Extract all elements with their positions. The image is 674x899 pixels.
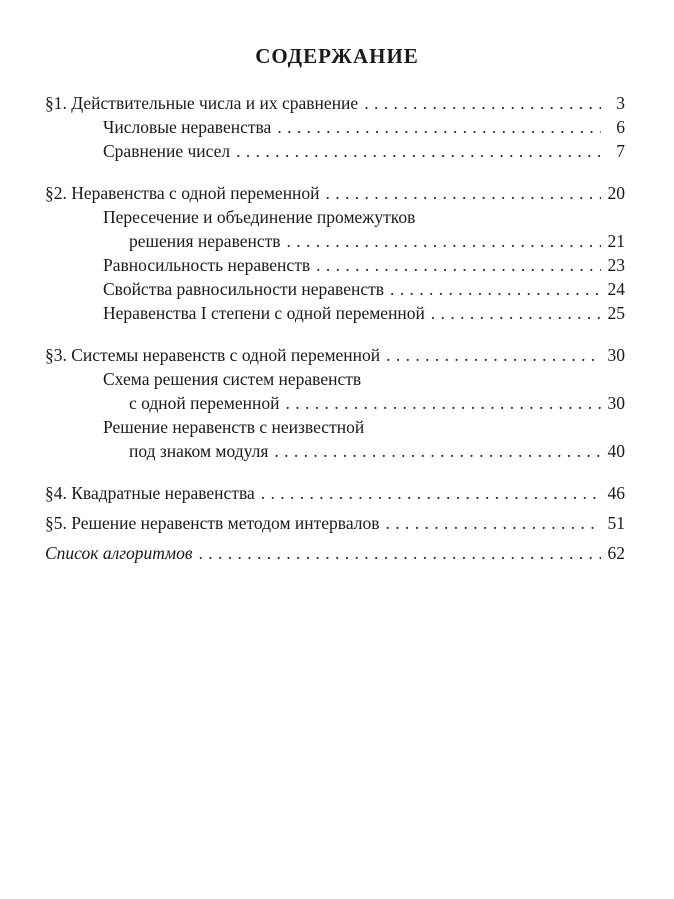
toc-page-number: 20	[607, 183, 625, 203]
toc-entry-text: решения неравенств	[129, 231, 281, 251]
toc-entry-text: §1. Действительные числа и их сравнение	[45, 93, 359, 113]
toc-entry[interactable]	[45, 139, 625, 163]
dot-leader	[274, 439, 601, 463]
dot-leader	[326, 181, 601, 205]
toc-entry-section-3[interactable]	[45, 343, 625, 367]
dot-leader	[364, 91, 601, 115]
dot-leader	[431, 301, 601, 325]
toc-entry[interactable]	[45, 115, 625, 139]
dot-leader	[386, 511, 602, 535]
toc-entry-line-2[interactable]	[45, 439, 625, 463]
toc-entry-text: Неравенства I степени с одной переменной	[103, 303, 425, 323]
toc-page-number: 24	[607, 279, 625, 299]
toc-entry-algorithms-list[interactable]	[45, 541, 625, 565]
dot-leader	[286, 391, 602, 415]
dot-leader	[277, 115, 601, 139]
toc-entry-text: Список алгоритмов	[45, 543, 193, 563]
dot-leader	[198, 541, 601, 565]
toc-entry-text: Сравнение чисел	[103, 141, 231, 161]
toc-entry[interactable]	[45, 253, 625, 277]
toc-entry-line-2[interactable]	[45, 391, 625, 415]
toc-entry-text: с одной переменной	[129, 393, 280, 413]
toc-entry-text: §4. Квадратные неравенства	[45, 483, 255, 503]
toc-entry-line-1[interactable]	[45, 415, 625, 439]
toc-entry-line-1[interactable]	[45, 367, 625, 391]
toc-page-number: 6	[616, 117, 625, 137]
toc-entry-text: Числовые неравенства	[103, 117, 272, 137]
dot-leader	[386, 343, 601, 367]
toc-entry-section-4[interactable]	[45, 481, 625, 505]
toc-page-number: 23	[607, 255, 625, 275]
toc-page-number: 21	[607, 231, 625, 251]
toc-entry-text: Решение неравенств с неизвестной	[103, 417, 365, 437]
toc-entry-text: Свойства равносильности неравенств	[103, 279, 385, 299]
toc-entry-text: Схема решения систем неравенств	[103, 369, 362, 389]
toc-entry[interactable]	[45, 301, 625, 325]
toc-page-number: 46	[607, 483, 625, 503]
toc-entry-section-1[interactable]	[45, 91, 625, 115]
toc-entry[interactable]	[45, 277, 625, 301]
toc-page-number: 30	[607, 393, 625, 413]
toc-entry-section-5[interactable]	[45, 511, 625, 535]
dot-leader	[236, 139, 601, 163]
toc-page-number: 62	[607, 543, 625, 563]
toc-entry-section-2[interactable]	[45, 181, 625, 205]
toc-entry-text: Равносильность неравенств	[103, 255, 311, 275]
toc-page-number: 40	[607, 441, 625, 461]
page-title: СОДЕРЖАНИЕ	[255, 44, 419, 68]
toc-page-number: 30	[607, 345, 625, 365]
toc-page-number: 3	[616, 93, 625, 113]
table-of-contents	[45, 91, 625, 565]
dot-leader	[390, 277, 601, 301]
toc-entry-text: §5. Решение неравенств методом интервалов	[45, 513, 380, 533]
toc-entry-text: Пересечение и объединение промежутков	[103, 207, 416, 227]
toc-entry-line-1[interactable]	[45, 205, 625, 229]
toc-entry-text: §3. Системы неравенств с одной переменной	[45, 345, 381, 365]
toc-entry-text: §2. Неравенства с одной переменной	[45, 183, 320, 203]
toc-entry-text: под знаком модуля	[129, 441, 269, 461]
toc-page-number: 51	[607, 513, 625, 533]
dot-leader	[287, 229, 601, 253]
dot-leader	[316, 253, 601, 277]
dot-leader	[261, 481, 601, 505]
toc-entry-line-2[interactable]	[45, 229, 625, 253]
toc-page-number: 25	[607, 303, 625, 323]
toc-page-number: 7	[616, 141, 625, 161]
